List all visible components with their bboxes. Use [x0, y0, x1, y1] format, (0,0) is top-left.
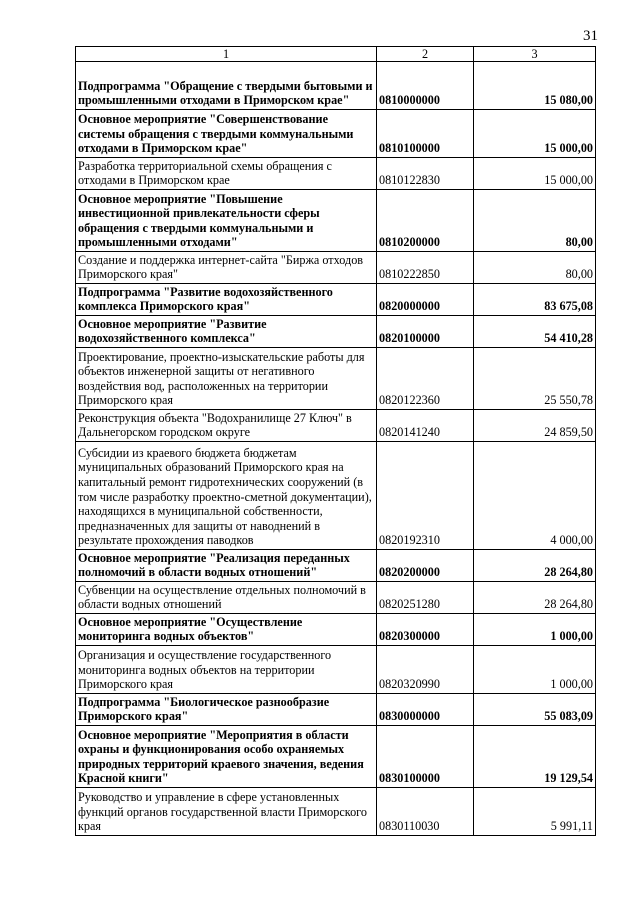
table-row-heading	[76, 614, 596, 646]
row-amount: 28 264,80	[474, 582, 596, 614]
budget-table	[75, 46, 596, 836]
row-code: 0830110030	[377, 788, 474, 836]
row-code: 0810222850	[377, 252, 474, 284]
row-amount: 5 991,11	[474, 788, 596, 836]
row-name: Основное мероприятие "Совершенствование системы обращения с твердыми коммунальными отходами в Приморском крае"	[76, 110, 377, 158]
table-row	[76, 252, 596, 284]
row-name: Основное мероприятие "Осуществление мониторинга водных объектов"	[76, 614, 377, 646]
row-code: 0820122360	[377, 348, 474, 410]
row-name: Основное мероприятие "Повышение инвестиционной привлекательности сферы обращения с твердыми коммунальными и промышленными отходами"	[76, 190, 377, 252]
row-amount: 80,00	[474, 190, 596, 252]
row-name: Основное мероприятие "Реализация переданных полномочий в области водных отношений"	[76, 550, 377, 582]
row-amount: 25 550,78	[474, 348, 596, 410]
row-code: 0820192310	[377, 442, 474, 550]
row-name: Подпрограмма "Развитие водохозяйственного комплекса Приморского края"	[76, 284, 377, 316]
row-name: Подпрограмма "Обращение с твердыми бытовыми и промышленными отходами в Приморском крае"	[76, 62, 377, 110]
row-amount: 83 675,08	[474, 284, 596, 316]
row-code: 0820100000	[377, 316, 474, 348]
table-row-heading	[76, 694, 596, 726]
row-code: 0810000000	[377, 62, 474, 110]
row-name: Руководство и управление в сфере установленных функций органов государственной власти Приморского края	[76, 788, 377, 836]
row-amount: 1 000,00	[474, 614, 596, 646]
page-number: 31	[583, 28, 598, 44]
row-code: 0810122830	[377, 158, 474, 190]
column-number-2: 2	[377, 47, 474, 62]
row-name: Основное мероприятие "Развитие водохозяйственного комплекса"	[76, 316, 377, 348]
row-name: Подпрограмма "Биологическое разнообразие Приморского края"	[76, 694, 377, 726]
row-name: Основное мероприятие "Мероприятия в области охраны и функционирования особо охраняемых природных территорий краевого значения, ведения Красной книги"	[76, 726, 377, 788]
row-amount: 4 000,00	[474, 442, 596, 550]
row-amount: 54 410,28	[474, 316, 596, 348]
table-row	[76, 410, 596, 442]
row-code: 0830000000	[377, 694, 474, 726]
row-amount: 15 080,00	[474, 62, 596, 110]
table-row	[76, 348, 596, 410]
table-row-heading	[76, 62, 596, 110]
column-number-1: 1	[76, 47, 377, 62]
column-number-header-row	[76, 47, 596, 62]
row-code: 0820251280	[377, 582, 474, 614]
row-code: 0820000000	[377, 284, 474, 316]
row-code: 0810100000	[377, 110, 474, 158]
row-amount: 19 129,54	[474, 726, 596, 788]
row-code: 0820141240	[377, 410, 474, 442]
table-row	[76, 442, 596, 550]
row-amount: 15 000,00	[474, 158, 596, 190]
row-name: Субвенции на осуществление отдельных полномочий в области водных отношений	[76, 582, 377, 614]
table-row	[76, 788, 596, 836]
row-amount: 1 000,00	[474, 646, 596, 694]
row-amount: 28 264,80	[474, 550, 596, 582]
row-amount: 80,00	[474, 252, 596, 284]
table-row-heading	[76, 550, 596, 582]
table-row-heading	[76, 726, 596, 788]
row-name: Разработка территориальной схемы обращения с отходами в Приморском крае	[76, 158, 377, 190]
row-code: 0820320990	[377, 646, 474, 694]
table-row-heading	[76, 190, 596, 252]
row-code: 0810200000	[377, 190, 474, 252]
row-amount: 55 083,09	[474, 694, 596, 726]
row-amount: 24 859,50	[474, 410, 596, 442]
row-amount: 15 000,00	[474, 110, 596, 158]
row-name: Организация и осуществление государственного мониторинга водных объектов на территории Приморского края	[76, 646, 377, 694]
table-row	[76, 646, 596, 694]
budget-table-body	[76, 47, 596, 836]
table-row-heading	[76, 284, 596, 316]
row-code: 0830100000	[377, 726, 474, 788]
row-name: Реконструкция объекта "Водохранилище 27 Ключ" в Дальнегорском городском округе	[76, 410, 377, 442]
row-name: Субсидии из краевого бюджета бюджетам муниципальных образований Приморского края на капитальный ремонт гидротехнических сооружений (в том числе разработку проектно-сметной документации), находящихся в муниципальной собственности, предназначенных для защиты от наводнений в результате прохождения паводков	[76, 442, 377, 550]
row-code: 0820200000	[377, 550, 474, 582]
row-name: Проектирование, проектно-изыскательские работы для объектов инженерной защиты от негативного воздействия вод, расположенных на территории Приморского края	[76, 348, 377, 410]
table-row	[76, 582, 596, 614]
column-number-3: 3	[474, 47, 596, 62]
row-code: 0820300000	[377, 614, 474, 646]
table-row-heading	[76, 110, 596, 158]
row-name: Создание и поддержка интернет-сайта "Биржа отходов Приморского края"	[76, 252, 377, 284]
table-row	[76, 158, 596, 190]
table-row-heading	[76, 316, 596, 348]
